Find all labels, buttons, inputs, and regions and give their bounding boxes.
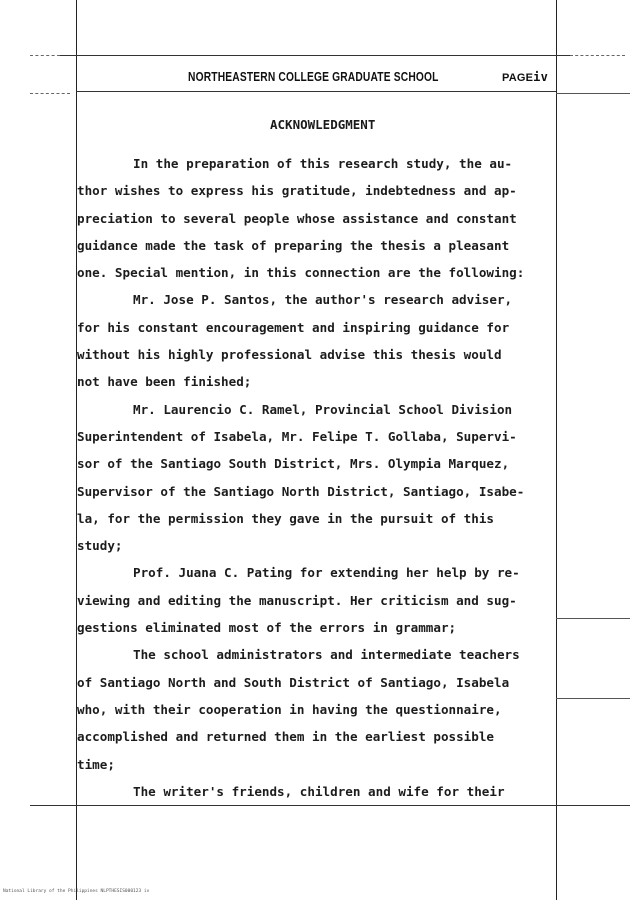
- text-line: of Santiago North and South District of Santiago, Isabela: [77, 674, 510, 690]
- scan-footer: National Library of the Philippines NLPTHESIS000123 iv: [3, 889, 150, 894]
- text-line: thor wishes to express his gratitude, indebtedness and ap-: [77, 183, 517, 199]
- right-margin-line: [556, 0, 557, 900]
- text-line: The writer's friends, children and wife for their: [133, 783, 505, 799]
- page-title: ACKNOWLEDGMENT: [270, 117, 376, 132]
- text-line: Mr. Laurencio C. Ramel, Provincial School Division: [133, 401, 513, 417]
- text-line: Mr. Jose P. Santos, the author's research adviser,: [133, 292, 513, 308]
- left-dash-top: [30, 55, 60, 56]
- text-line: la, for the permission they gave in the pursuit of this: [77, 510, 495, 526]
- text-line: without his highly professional advise this thesis would: [77, 347, 502, 363]
- text-line: Prof. Juana C. Pating for extending her help by re-: [133, 565, 520, 581]
- page-number: iv: [533, 70, 549, 84]
- text-line: not have been finished;: [77, 374, 252, 390]
- left-dash-mid: [30, 93, 70, 94]
- right-tick-1: [556, 93, 630, 94]
- text-line: sor of the Santiago South District, Mrs. Olympia Marquez,: [77, 456, 510, 472]
- text-line: study;: [77, 538, 123, 554]
- text-line: gestions eliminated most of the errors in grammar;: [77, 620, 457, 636]
- page-label: PAGE: [502, 72, 534, 84]
- body-text: [77, 150, 552, 805]
- text-line: one. Special mention, in this connection are the following:: [77, 265, 525, 281]
- text-line: for his constant encouragement and inspiring guidance for: [77, 319, 510, 335]
- right-tick-2: [556, 618, 630, 619]
- right-dash-top: [570, 55, 625, 56]
- school-name: NORTHEASTERN COLLEGE GRADUATE SCHOOL: [188, 70, 439, 84]
- text-line: The school administrators and intermediate teachers: [133, 647, 520, 663]
- page-header: [150, 68, 570, 88]
- page-indicator: [502, 70, 548, 84]
- text-line: time;: [77, 756, 115, 772]
- text-line: In the preparation of this research study, the au-: [133, 156, 513, 171]
- text-line: Superintendent of Isabela, Mr. Felipe T. Gollaba, Supervi-: [77, 428, 517, 444]
- text-line: preciation to several people whose assistance and constant: [77, 210, 517, 226]
- text-line: guidance made the task of preparing the thesis a pleasant: [77, 237, 510, 253]
- bottom-rule: [30, 805, 630, 806]
- header-rule: [60, 55, 570, 56]
- text-line: who, with their cooperation in having the questionnaire,: [77, 701, 502, 717]
- text-line: Supervisor of the Santiago North District, Santiago, Isabe-: [77, 483, 525, 499]
- right-tick-3: [556, 698, 630, 699]
- header-underline: [76, 91, 556, 92]
- text-line: viewing and editing the manuscript. Her criticism and sug-: [77, 592, 517, 608]
- text-line: accomplished and returned them in the earliest possible: [77, 729, 495, 745]
